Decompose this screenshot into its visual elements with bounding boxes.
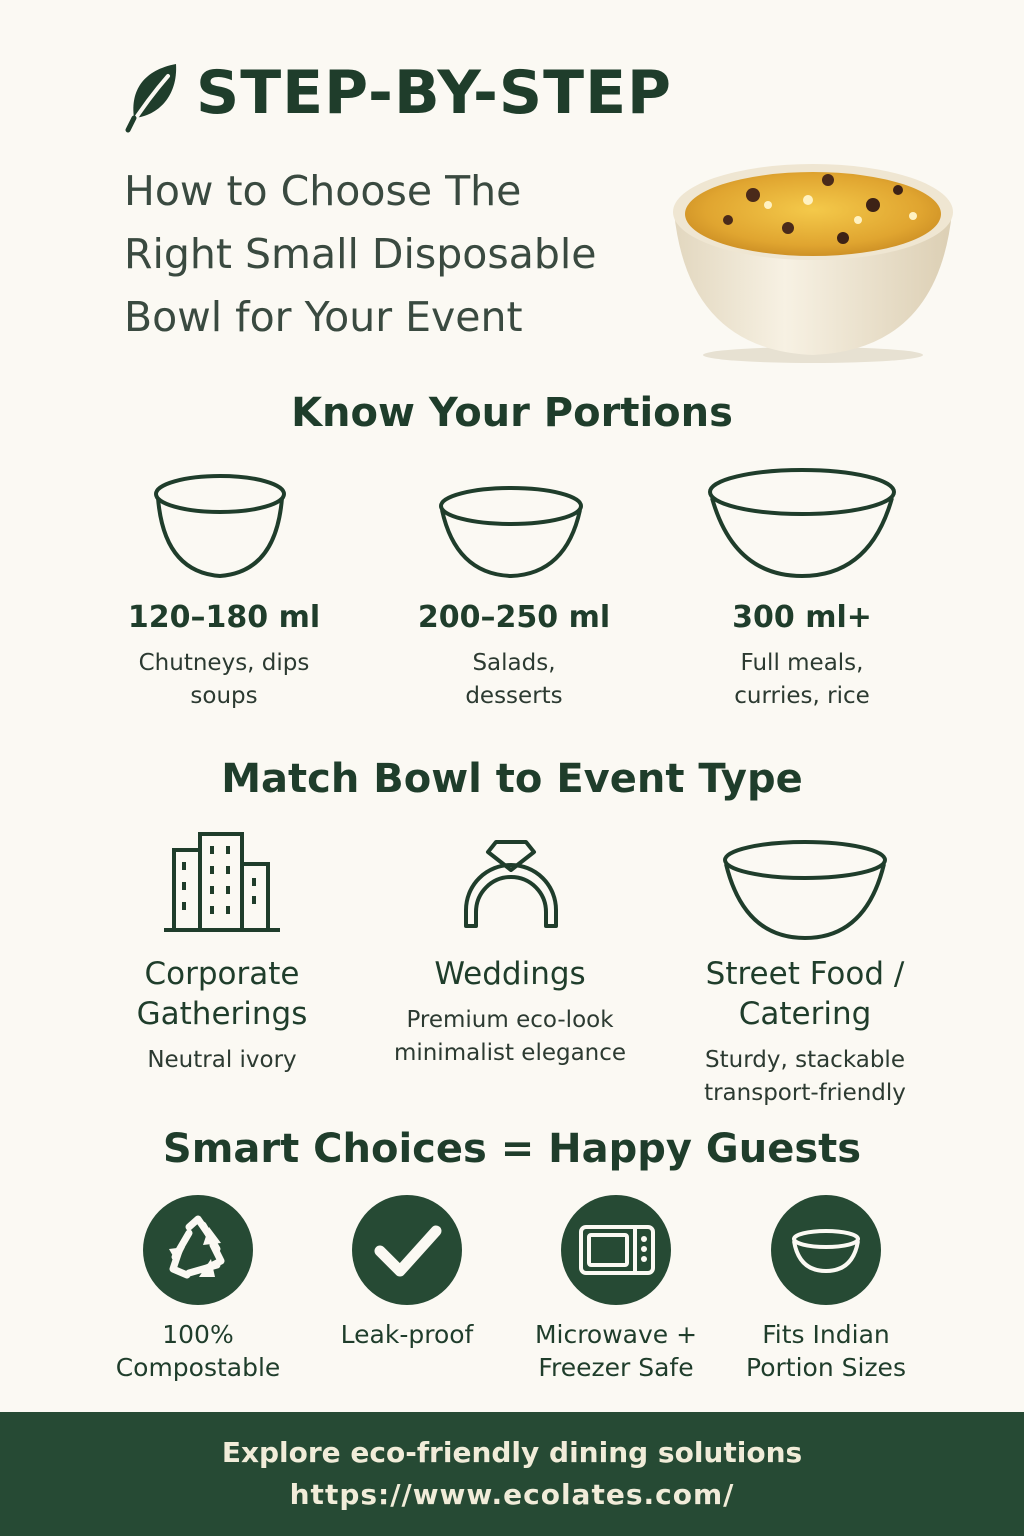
feature-label-line: Leak-proof [340,1320,474,1349]
portion-item [364,600,664,713]
footer-banner [0,1412,1024,1536]
portion-item [74,600,374,713]
leaf-icon [124,60,182,134]
event-item [360,954,660,1070]
checkmark-icon [352,1195,462,1305]
features-heading: Smart Choices = Happy Guests [162,1126,862,1172]
feature-label-line: Fits Indian [762,1320,890,1349]
portion-desc [364,647,664,713]
subtitle-line: Right Small Disposable [124,230,597,278]
large-bowl-icon [704,466,900,582]
events-heading: Match Bowl to Event Type [221,756,803,802]
footer-url-link[interactable]: https://www.ecolates.com/ [289,1478,735,1511]
bowl-icon [720,838,890,942]
feature-label-line: Microwave + [534,1320,698,1349]
event-item [72,954,372,1077]
event-title [72,954,372,1034]
event-title-line: Corporate [144,956,300,992]
footer-tagline: Explore eco-friendly dining solutions [221,1436,803,1469]
feature-label-line: Freezer Safe [538,1353,694,1382]
event-desc-line: transport-friendly [704,1080,906,1106]
event-desc [72,1044,372,1077]
subtitle-line: How to Choose The [124,167,522,215]
bowl-icon [771,1195,881,1305]
portion-size: 120–180 ml [127,600,321,635]
ring-icon [456,836,566,932]
small-bowl-icon [150,472,290,582]
portion-desc [652,647,952,713]
subtitle-line: Bowl for Your Event [124,293,523,341]
event-desc-line: Sturdy, stackable [705,1047,905,1073]
microwave-icon [561,1195,671,1305]
feature-label [88,1318,308,1384]
event-item [660,954,950,1110]
page-subtitle [124,160,684,349]
event-desc-line: Premium eco-look [406,1007,614,1033]
feature-label [716,1318,936,1384]
portion-size: 300 ml+ [732,600,872,635]
event-title-line: Catering [738,996,872,1032]
portion-desc-line: Chutneys, dips [138,650,310,676]
event-desc [660,1044,950,1110]
feature-label-line: Compostable [115,1353,281,1382]
event-desc-line: minimalist elegance [393,1040,627,1066]
event-title-line: Gatherings [136,996,308,1032]
event-title [360,954,660,994]
medium-bowl-icon [436,484,586,580]
page-title: STEP-BY-STEP [196,58,673,128]
event-title-line: Street Food / [705,956,905,992]
feature-label-line: Portion Sizes [746,1353,906,1382]
portion-desc [74,647,374,713]
portion-item [652,600,952,713]
feature-label [506,1318,726,1384]
portion-desc-line: curries, rice [734,683,870,709]
event-desc [360,1004,660,1070]
portion-size: 200–250 ml [417,600,611,635]
feature-label-line: 100% [162,1320,234,1349]
portion-desc-line: Salads, [472,650,556,676]
recycle-icon [143,1195,253,1305]
portion-desc-line: soups [190,683,258,709]
portions-heading: Know Your Portions [291,390,733,436]
food-bowl-image [668,150,958,365]
buildings-icon [162,830,282,934]
event-desc-line: Neutral ivory [147,1047,297,1073]
event-title-line: Weddings [434,956,586,992]
feature-label [297,1318,517,1351]
event-title [660,954,950,1034]
portion-desc-line: Full meals, [740,650,864,676]
portion-desc-line: desserts [465,683,563,709]
